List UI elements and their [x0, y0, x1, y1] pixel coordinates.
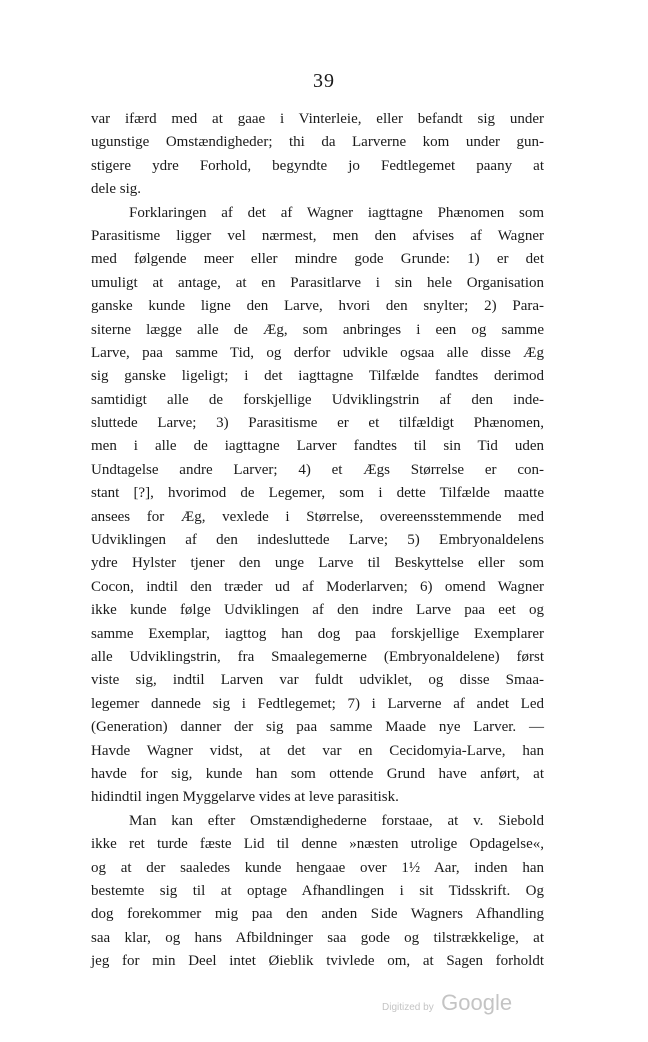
text-line: dele sig. [91, 181, 141, 198]
text-line: Havde Wagner vidst, at det var en Cecidomyia-Larve, han [91, 742, 544, 759]
text-line: samme Exemplar, iagttog han dog paa forskjellige Exemplarer [91, 625, 544, 642]
watermark-brand: Google [441, 990, 513, 1015]
text-line: samtidigt alle de forskjellige Udviklingstrin af den inde- [91, 391, 544, 408]
text-line: viste sig, indtil Larven var fuldt udviklet, og disse Smaa- [91, 672, 544, 689]
text-line: alle Udviklingstrin, fra Smaalegemerne (Embryonaldelene) først [91, 648, 544, 665]
page-number: 39 [313, 70, 335, 92]
text-line: ganske kunde ligne den Larve, hvori den snylter; 2) Para- [91, 298, 544, 315]
text-line: legemer dannede sig i Fedtlegemet; 7) i Larverne af andet Led [91, 695, 544, 712]
text-line: ikke ret turde fæste Lid til denne »næsten utrolige Opdagelse«, [91, 836, 544, 853]
text-line: hidindtil ingen Myggelarve vides at leve parasitisk. [91, 789, 399, 806]
text-line: jeg for min Deel intet Øieblik tvivlede om, at Sagen forholdt [91, 953, 544, 970]
text-line: bestemte sig til at optage Afhandlingen i sit Tidsskrift. Og [91, 882, 544, 899]
text-line: Undtagelse andre Larver; 4) et Ægs Størrelse er con- [91, 461, 544, 478]
text-line: umuligt at antage, at en Parasitlarve i sin hele Organisation [91, 274, 544, 291]
digitized-watermark [382, 990, 512, 1016]
text-line: havde for sig, kunde han som ottende Grund have anført, at [91, 765, 544, 782]
text-line: dog forekommer mig paa den anden Side Wagners Afhandling [91, 906, 544, 923]
text-line: stigere ydre Forhold, begyndte jo Fedtlegemet paany at [91, 157, 544, 174]
text-line: Man kan efter Omstændighederne forstaae, at v. Siebold [129, 812, 544, 829]
text-line: sig ganske ligeligt; i det iagttagne Tilfælde fandtes derimod [91, 368, 544, 385]
text-line: men i alle de iagttagne Larver fandtes til sin Tid uden [91, 438, 544, 455]
watermark-prefix: Digitized by [382, 1002, 434, 1013]
body-text [91, 108, 544, 973]
text-line: siterne lægge alle de Æg, som anbringes i een og samme [91, 321, 544, 338]
text-line: Udviklingen af den indesluttede Larve; 5) Embryonaldelens [91, 532, 544, 549]
text-line: (Generation) danner der sig paa samme Maade nye Larver. — [91, 719, 544, 736]
text-line: med følgende meer eller mindre gode Grunde: 1) er det [91, 251, 544, 268]
text-line: Parasitisme ligger vel nærmest, men den afvises af Wagner [91, 227, 544, 244]
text-line: sluttede Larve; 3) Parasitisme er et tilfældigt Phænomen, [91, 415, 544, 432]
text-line: ugunstige Omstændigheder; thi da Larverne kom under gun- [91, 134, 544, 151]
text-line: var ifærd med at gaae i Vinterleie, eller befandt sig under [91, 111, 544, 127]
text-line: saa klar, og hans Afbildninger saa gode og tilstrækkelige, at [91, 929, 544, 946]
text-line: stant [?], hvorimod de Legemer, som i dette Tilfælde maatte [91, 485, 544, 502]
text-line: Larve, paa samme Tid, og derfor udvikle ogsaa alle disse Æg [91, 344, 544, 361]
text-line: ansees for Æg, vexlede i Størrelse, overeensstemmende med [91, 508, 544, 525]
text-line: ikke kunde følge Udviklingen af den indre Larve paa eet og [91, 602, 544, 619]
text-line: ydre Hylster tjener den unge Larve til Beskyttelse eller som [91, 555, 544, 572]
text-line: Forklaringen af det af Wagner iagttagne Phænomen som [129, 204, 544, 221]
text-line: og at der saaledes kunde hengaae over 1½ Aar, inden han [91, 859, 544, 876]
text-line: Cocon, indtil den træder ud af Moderlarven; 6) omend Wagner [91, 578, 544, 595]
